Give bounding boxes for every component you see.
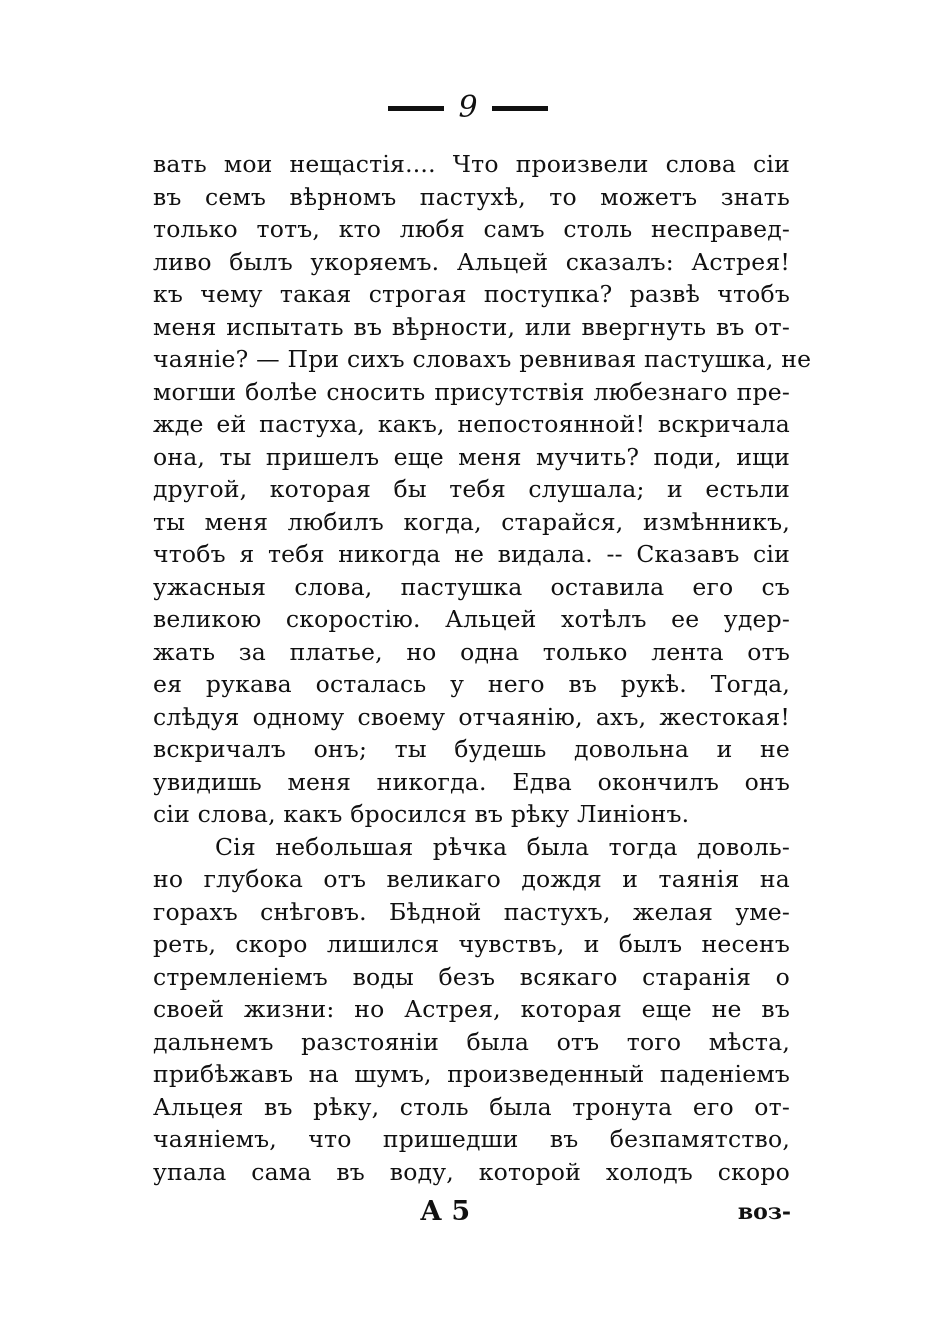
text-line: Альцея въ рѣку, столь была тронута его от- [153,1092,790,1121]
text-line: въ семъ вѣрномъ пастухѣ, то можетъ знать [153,182,790,211]
left-rule [388,106,444,111]
text-line: ея рукава осталась у него въ рукѣ. Тогда, [153,670,790,698]
text-line: вскричалъ онъ; ты будешь довольна и не [153,735,790,763]
text-line: дальнемъ разстояніи была отъ того мѣста, [153,1027,790,1056]
text-line: къ чему такая строгая поступка? развѣ чтобъ [153,280,790,308]
text-line: ливо былъ укоряемъ. Альцей сказалъ: Астрея! [153,247,790,276]
text-line: могши болѣе сносить присутствія любезнаго пре- [153,377,790,406]
text-line: другой, которая бы тебя слушала; и естьли [153,475,790,503]
text-line: прибѣжавъ на шумъ, произведенный паденіемъ [153,1060,790,1088]
text-line: жде ей пастуха, какъ, непостоянной! вскричала [153,410,790,438]
text-line: увидишь меня никогда. Едва окончилъ онъ [153,767,790,796]
text-line-paragraph-end: сіи слова, какъ бросился въ рѣку Линіонъ. [153,800,690,828]
text-line: жать за платье, но одна только лента отъ [153,637,790,666]
right-rule [492,106,548,111]
text-line: меня испытать въ вѣрности, или ввергнуть въ от- [153,312,790,341]
text-line: чаяніе? — При сихъ словахъ ревнивая пастушка, не [153,345,812,373]
signature-mark: А 5 [420,1196,471,1227]
text-line: своей жизни: но Астрея, которая еще не въ [153,995,790,1023]
text-line: ты меня любилъ когда, старайся, измѣнникъ, [153,507,790,536]
text-line: стремленіемъ воды безъ всякаго старанія о [153,962,790,991]
text-line: вать мои нещастія.... Что произвели слова сіи [153,150,790,178]
text-line: чтобъ я тебя никогда не видала. -- Сказавъ сіи [153,540,790,568]
text-line: но глубока отъ великаго дождя и таянія на [153,865,790,893]
text-line: упала сама въ воду, которой холодъ скоро [153,1157,790,1186]
text-line: реть, скоро лишился чувствъ, и былъ несенъ [153,930,790,958]
text-line: чаяніемъ, что пришедши въ безпамятство, [153,1125,790,1153]
page-header [0,88,936,128]
text-line: только тотъ, кто любя самъ столь несправед- [153,215,790,243]
text-line: горахъ снѣговъ. Бѣдной пастухъ, желая уме- [153,897,790,926]
text-line: великою скоростію. Альцей хотѣлъ ее удер- [153,605,790,633]
text-line: ужасныя слова, пастушка оставила его съ [153,572,790,601]
text-line: она, ты пришелъ еще меня мучить? поди, ищи [153,442,790,471]
page-number: 9 [458,90,478,125]
text-line: слѣдуя одному своему отчаянію, ахъ, жестокая! [153,702,790,731]
page-footer [0,1192,936,1232]
body-text [153,148,812,1188]
catchword: воз- [737,1199,791,1225]
text-line-paragraph-start: Сія небольшая рѣчка была тогда доволь- [215,832,790,861]
